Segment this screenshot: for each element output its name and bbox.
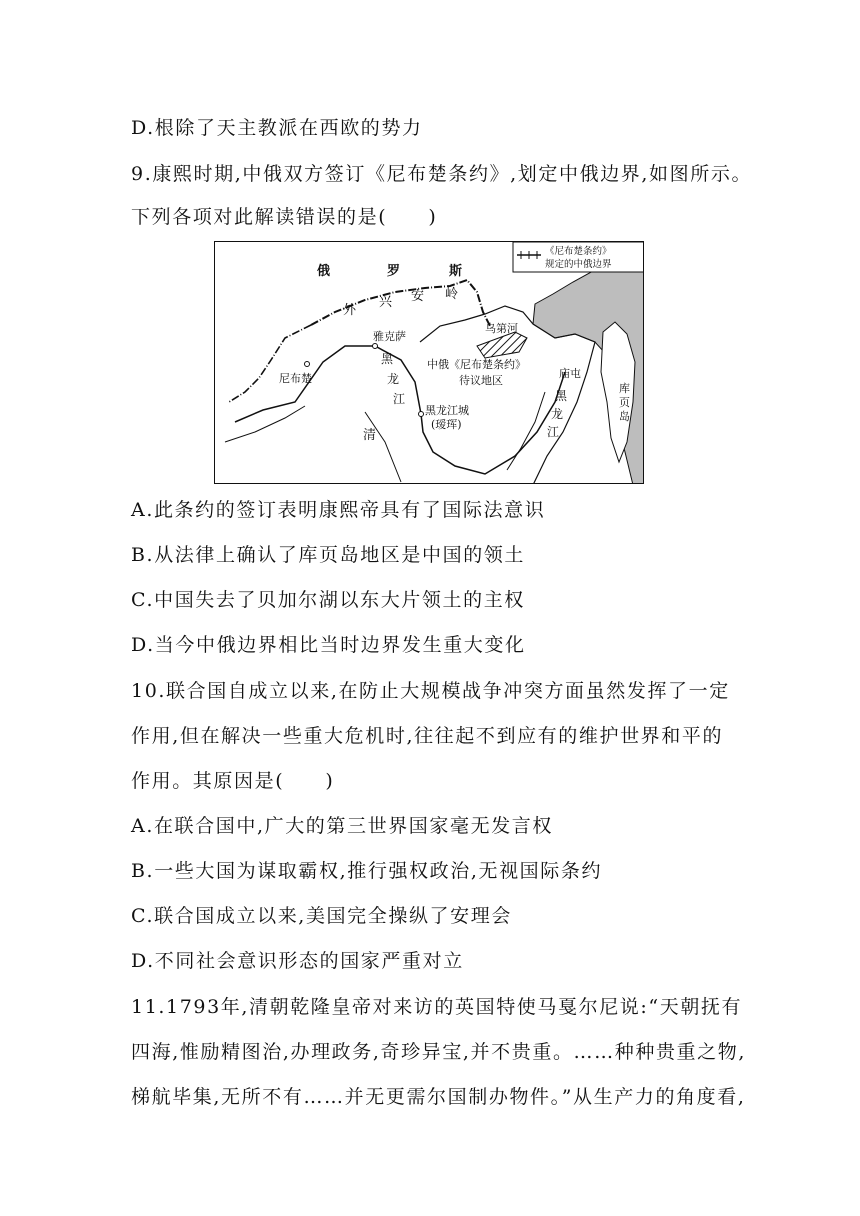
option-a-q10: A.在联合国中,广大的第三世界国家毫无发言权 xyxy=(131,815,554,837)
option-b-q10: B.一些大国为谋取霸权,推行强权政治,无视国际条约 xyxy=(131,860,603,882)
question-11-stem-cont2: 梯航毕集,无所不有……并无更需尔国制办物件。”从生产力的角度看, xyxy=(131,1086,746,1108)
legend-line-1: 《尼布楚条约》 xyxy=(545,246,612,257)
label-range-4: 岭 xyxy=(445,287,459,302)
river-west xyxy=(225,406,305,442)
question-10-stem-cont: 作用,但在解决一些重大危机时,往往起不到应有的维护世界和平的 xyxy=(131,725,724,747)
label-heilong-east-2: 龙 xyxy=(551,407,564,421)
label-kuye-1: 库 xyxy=(619,382,630,395)
label-heilong-2: 龙 xyxy=(387,372,400,386)
map-drawing xyxy=(215,242,644,484)
label-heilong-1: 黑 xyxy=(381,352,394,366)
label-heilong-east-1: 黑 xyxy=(555,389,568,403)
label-kuye-3: 岛 xyxy=(619,410,630,423)
nerchinsk-treaty-map xyxy=(214,241,644,484)
river-east xyxy=(507,392,545,470)
label-heilong-east-3: 江 xyxy=(547,425,560,439)
option-c-q10: C.联合国成立以来,美国完全操纵了安理会 xyxy=(131,905,512,927)
question-9-stem-cont: 下列各项对此解读错误的是( ) xyxy=(131,206,438,228)
question-9-stem: 9.康熙时期,中俄双方签订《尼布楚条约》,划定中俄边界,如图所示。 xyxy=(131,163,753,185)
west-border xyxy=(229,325,311,402)
river-south xyxy=(365,412,401,482)
label-heilongjiang-city: 黑龙江城 xyxy=(425,404,469,417)
option-b-q9: B.从法律上确认了库页岛地区是中国的领土 xyxy=(131,544,526,566)
label-russia-1: 俄 xyxy=(317,264,331,279)
label-miaojie: 庙屯 xyxy=(559,367,581,380)
label-kuye-2: 页 xyxy=(619,396,630,409)
option-d-q9: D.当今中俄边界相比当时边界发生重大变化 xyxy=(131,634,526,656)
label-aihui: (瑷珲) xyxy=(431,418,462,431)
label-russia-3: 斯 xyxy=(449,264,463,279)
label-nerchinsk: 尼布楚 xyxy=(279,372,312,385)
label-range-3: 安 xyxy=(411,289,425,304)
question-10-stem-end: 作用。其原因是( ) xyxy=(131,770,335,792)
question-11-stem-cont: 四海,惟励精图治,办理政务,奇珍异宝,并不贵重。……种种贵重之物, xyxy=(131,1041,746,1063)
label-qing: 清 xyxy=(363,428,377,443)
label-pending-2: 待议地区 xyxy=(459,374,503,387)
option-d-q10: D.不同社会意识形态的国家严重对立 xyxy=(131,950,464,972)
label-range-2: 兴 xyxy=(379,295,393,310)
label-pending-1: 中俄《尼布楚条约》 xyxy=(427,358,526,371)
question-10-stem: 10.联合国自成立以来,在防止大规模战争冲突方面虽然发挥了一定 xyxy=(131,680,730,702)
option-d-q8: D.根除了天主教派在西欧的势力 xyxy=(131,117,423,139)
label-heilong-3: 江 xyxy=(393,392,406,406)
label-wudi-river: 乌第河 xyxy=(485,322,518,335)
pending-area xyxy=(477,332,527,358)
option-a-q9: A.此条约的签订表明康熙帝具有了国际法意识 xyxy=(131,499,546,521)
legend-line-2: 规定的中俄边界 xyxy=(545,259,612,270)
label-russia-2: 罗 xyxy=(387,264,401,279)
option-c-q9: C.中国失去了贝加尔湖以东大片领土的主权 xyxy=(131,589,525,611)
question-11-stem: 11.1793年,清朝乾隆皇帝对来访的英国特使马戛尔尼说:“天朝抚有 xyxy=(131,996,743,1018)
label-range-1: 外 xyxy=(343,303,357,318)
label-yakesa: 雅克萨 xyxy=(373,330,406,343)
